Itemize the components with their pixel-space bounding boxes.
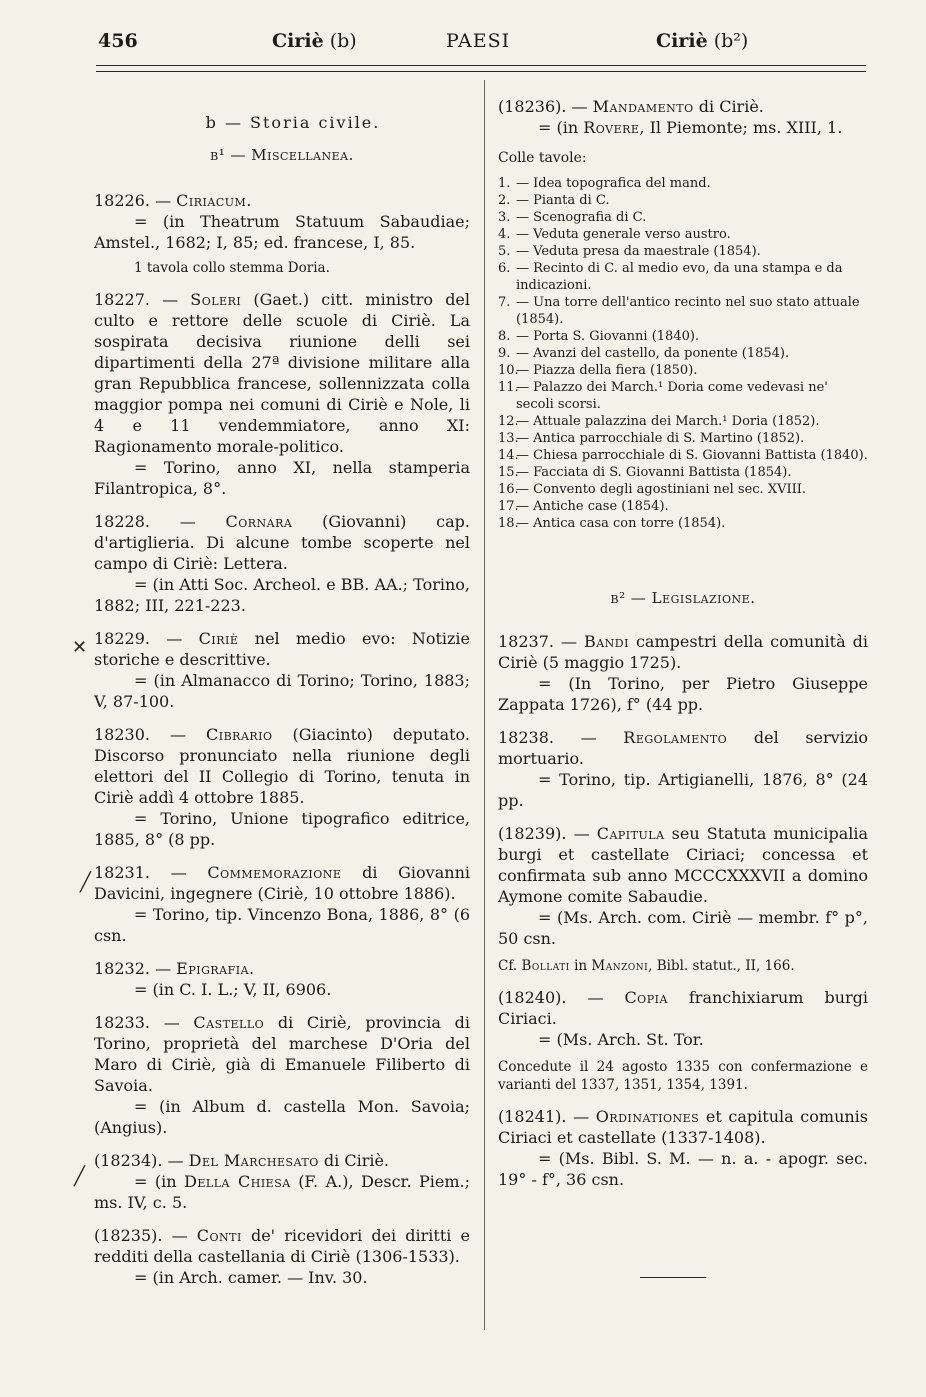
- plate-item: [498, 447, 868, 464]
- entry-18232: [94, 958, 470, 1000]
- entry-citation: = Torino, tip. Vincenzo Bona, 1886, 8° (6 csn.: [94, 905, 470, 945]
- entry-citation: = (Ms. Bibl. S. M. — n. a. - apogr. sec. 19° - f°, 36 csn.: [498, 1149, 868, 1189]
- entry-18240: [498, 987, 868, 1094]
- entry-note: Concedute il 24 agosto 1335 con confermazione e varianti del 1337, 1351, 1354, 1391.: [498, 1059, 868, 1093]
- entry-note: 1 tavola collo stemma Doria.: [134, 260, 330, 276]
- entry-number: (18235). —: [94, 1226, 188, 1245]
- entry-number: 18233. —: [94, 1013, 180, 1032]
- plate-number: 12.: [498, 414, 519, 429]
- plate-number: 17.: [498, 499, 519, 514]
- plate-title: — Scenografia di C.: [516, 210, 647, 225]
- end-rule: [640, 1277, 706, 1278]
- note-rest: , Bibl. statut., II, 166.: [648, 958, 795, 974]
- plate-title: — Idea topografica del mand.: [516, 176, 711, 191]
- plates-heading: Colle tavole:: [498, 150, 587, 166]
- entry-citation: = (Ms. Arch. com. Ciriè — membr. f° p°, 50 csn.: [498, 908, 868, 948]
- entry-number: (18241). —: [498, 1107, 590, 1126]
- citation-author: Rovere: [583, 118, 640, 137]
- running-header: [96, 30, 866, 64]
- citation-rest: , Il Piemonte; ms. XIII, 1.: [639, 118, 843, 137]
- entry-heading: Commemorazione: [207, 863, 342, 882]
- citation-prefix: = (in: [134, 1172, 177, 1191]
- plate-item: [498, 413, 868, 430]
- entry-number: 18232. —: [94, 959, 172, 978]
- right-title: Ciriè: [656, 30, 708, 52]
- note-prefix: Cf.: [498, 958, 518, 974]
- note-author: Bollati: [521, 958, 570, 974]
- margin-pencil-mark: ╱: [74, 1166, 85, 1187]
- right-running-title: [656, 30, 748, 52]
- header-rule-thin: [96, 71, 866, 72]
- margin-cross-mark: ✕: [72, 637, 88, 658]
- entry-heading: Soleri: [190, 290, 242, 309]
- entry-citation: = (in Album d. castella Mon. Savoia; (Angius).: [94, 1097, 470, 1137]
- entry-heading: Bandi: [583, 632, 629, 651]
- citation-rest: (F. A.), Descr. Piem.; ms. IV, c. 5.: [94, 1172, 471, 1212]
- entry-18227: [94, 289, 470, 499]
- entry-18241: [498, 1106, 868, 1190]
- center-running-title: PAESI: [446, 30, 511, 52]
- entry-heading: Copia: [624, 988, 668, 1007]
- entry-text: di Ciriè.: [323, 1151, 390, 1170]
- plate-item: [498, 345, 868, 362]
- entry-text: et capitula comunis Ciriaci et castellate (1337-1408).: [498, 1107, 869, 1147]
- entry-number: 18231. —: [94, 863, 187, 882]
- entry-heading: Mandamento: [592, 97, 694, 116]
- entry-heading: Capitula: [596, 824, 665, 843]
- plate-title: — Veduta generale verso austro.: [516, 227, 731, 242]
- plate-number: 15.: [498, 465, 519, 480]
- plate-title: — Convento degli agostiniani nel sec. XVIII.: [516, 482, 806, 497]
- entry-number: 18238. —: [498, 728, 597, 747]
- note-connector: in: [574, 958, 588, 974]
- entry-heading: Ciriè: [198, 629, 239, 648]
- entry-18226: [94, 190, 470, 277]
- entry-18229: [94, 628, 470, 712]
- plate-number: 16.: [498, 482, 519, 497]
- plate-number: 10.: [498, 363, 519, 378]
- subsection-title: b² — Legislazione.: [610, 589, 756, 607]
- entry-heading: Cornara: [225, 512, 293, 531]
- plate-number: 6.: [498, 261, 511, 276]
- plate-item: [498, 260, 868, 294]
- entry-text: di Giovanni Davicini, ingegnere (Ciriè, 10 ottobre 1886).: [94, 863, 470, 903]
- plate-title: — Antiche case (1854).: [516, 499, 669, 514]
- plate-title: — Una torre dell'antico recinto nel suo stato attuale (1854).: [516, 295, 860, 327]
- entry-text: de' ricevidori dei diritti e redditi della castellania di Ciriè (1306-1533).: [94, 1226, 470, 1266]
- subsection-title: b¹ — Miscellanea.: [210, 146, 354, 164]
- right-title-suffix: (b²): [713, 30, 749, 52]
- entry-18234: [94, 1150, 470, 1213]
- entry-text: (Gaet.) citt. ministro del culto e rettore delle scuole di Ciriè. La sospirata decisiva riunione delli sei dipartimenti della 27ª divisione militare alla gran Repubblica francese, sollennizzata colla maggior pompa nei comuni di Ciriè e Nole, li 4 e 11 vendemmiatore, anno XI: Ragionamento morale-politico.: [94, 290, 471, 456]
- entry-text: del servizio mortuario.: [498, 728, 868, 768]
- entry-text: di Ciriè, provincia di Torino, proprietà del marchese D'Oria del Maro di Ciriè, già di Emanuele Filiberto di Savoia.: [94, 1013, 470, 1095]
- entry-number: 18230. —: [94, 725, 186, 744]
- entry-heading: Epigrafia.: [176, 959, 255, 978]
- entry-citation: = (in Atti Soc. Archeol. e BB. AA.; Torino, 1882; III, 221-223.: [94, 575, 470, 615]
- citation-author: Della Chiesa: [184, 1172, 291, 1191]
- entry-citation: = Torino, anno XI, nella stamperia Filantropica, 8°.: [94, 458, 470, 498]
- entry-heading: Cibrario: [205, 725, 273, 744]
- plate-title: — Attuale palazzina dei March.¹ Doria (1852).: [516, 414, 820, 429]
- entry-citation: [498, 117, 868, 138]
- entry-text: di Ciriè.: [698, 97, 764, 116]
- plate-number: 5.: [498, 244, 511, 259]
- entry-number: 18237. —: [498, 632, 577, 651]
- plate-number: 8.: [498, 329, 511, 344]
- plate-title: — Antica casa con torre (1854).: [516, 516, 726, 531]
- entry-number: (18239). —: [498, 824, 590, 843]
- right-column: [498, 96, 868, 1190]
- note-author-2: Manzoni: [591, 958, 649, 974]
- entry-citation: = (in C. I. L.; V, II, 6906.: [134, 980, 332, 999]
- entry-citation: = (in Theatrum Statuum Sabaudiae; Amstel., 1682; I, 85; ed. francese, I, 85.: [94, 212, 470, 252]
- plate-item: [498, 192, 868, 209]
- entry-heading: Regolamento: [623, 728, 728, 747]
- entry-number: (18240). —: [498, 988, 604, 1007]
- plates-list: [498, 175, 868, 532]
- plate-item: [498, 209, 868, 226]
- entry-citation: = (in Almanacco di Torino; Torino, 1883; V, 87-100.: [94, 671, 470, 711]
- entry-heading: Castello: [193, 1013, 265, 1032]
- entry-heading: Ciriacum.: [176, 191, 252, 210]
- entry-heading: Del Marchesato: [188, 1151, 319, 1170]
- entry-heading: Ordinationes: [595, 1107, 700, 1126]
- entry-citation: [94, 1171, 470, 1213]
- plate-number: 1.: [498, 176, 511, 191]
- entry-18228: [94, 511, 470, 616]
- entry-number: 18227. —: [94, 290, 179, 309]
- entry-citation: = Torino, tip. Artigianelli, 1876, 8° (24 pp.: [498, 770, 868, 810]
- entry-citation: = (In Torino, per Pietro Giuseppe Zappata 1726), f° (44 pp.: [498, 674, 868, 714]
- entry-18231: [94, 862, 470, 946]
- section-title: b — Storia civile.: [205, 113, 381, 132]
- plate-item: [498, 379, 868, 413]
- plate-title: — Veduta presa da maestrale (1854).: [516, 244, 761, 259]
- entry-number: 18228. —: [94, 512, 196, 531]
- entry-18238: [498, 727, 868, 811]
- entry-citation: = (in Arch. camer. — Inv. 30.: [134, 1268, 368, 1287]
- plate-number: 13.: [498, 431, 519, 446]
- entry-18230: [94, 724, 470, 850]
- plate-item: [498, 481, 868, 498]
- header-rule: [96, 65, 866, 66]
- left-column: [94, 112, 470, 1288]
- entry-18235: [94, 1225, 470, 1288]
- plate-title: — Antica parrocchiale di S. Martino (1852).: [516, 431, 805, 446]
- plate-number: 18.: [498, 516, 519, 531]
- plate-number: 14.: [498, 448, 519, 463]
- plate-number: 4.: [498, 227, 511, 242]
- plate-title: — Chiesa parrocchiale di S. Giovanni Battista (1840).: [516, 448, 868, 463]
- plate-item: [498, 515, 868, 532]
- plate-title: — Facciata di S. Giovanni Battista (1854).: [516, 465, 792, 480]
- left-running-title: [272, 30, 357, 52]
- page-number: 456: [98, 30, 138, 52]
- plate-item: [498, 294, 868, 328]
- entry-note: [498, 957, 868, 975]
- plate-item: [498, 328, 868, 345]
- entry-heading: Conti: [196, 1226, 242, 1245]
- entry-number: (18234). —: [94, 1151, 184, 1170]
- plate-number: 9.: [498, 346, 511, 361]
- plate-title: — Porta S. Giovanni (1840).: [516, 329, 700, 344]
- entry-text: seu Statuta municipalia burgi et castellate Ciriaci; concessa et confirmata sub anno MCCCXXXVII a domino Aymone comite Sabaudie.: [498, 824, 869, 906]
- plate-item: [498, 464, 868, 481]
- plate-title: — Avanzi del castello, da ponente (1854).: [516, 346, 790, 361]
- entry-18233: [94, 1012, 470, 1138]
- plate-number: 11.: [498, 380, 519, 395]
- citation-prefix: = (in: [538, 118, 579, 137]
- entry-18237: [498, 631, 868, 715]
- entry-18236: [498, 96, 868, 138]
- entry-citation: = Torino, Unione tipografico editrice, 1885, 8° (8 pp.: [94, 809, 470, 849]
- plate-item: [498, 498, 868, 515]
- plate-item: [498, 226, 868, 243]
- left-title: Ciriè: [272, 30, 324, 52]
- plate-item: [498, 430, 868, 447]
- margin-pencil-mark: ╱: [80, 872, 91, 893]
- entry-citation: = (Ms. Arch. St. Tor.: [538, 1030, 704, 1049]
- entry-text: campestri della comunità di Ciriè (5 maggio 1725).: [498, 632, 868, 672]
- entry-number: 18226. —: [94, 191, 172, 210]
- plate-title: — Piazza della fiera (1850).: [516, 363, 698, 378]
- plate-number: 3.: [498, 210, 511, 225]
- left-title-suffix: (b): [329, 30, 357, 52]
- entry-text: franchixiarum burgi Ciriaci.: [498, 988, 869, 1028]
- entry-number: (18236). —: [498, 97, 588, 116]
- entry-text: nel medio evo: Notizie storiche e descrittive.: [94, 629, 471, 669]
- plate-item: [498, 362, 868, 379]
- entry-number: 18229. —: [94, 629, 183, 648]
- plate-item: [498, 243, 868, 260]
- entry-18239: [498, 823, 868, 975]
- column-divider: [484, 80, 485, 1330]
- plate-title: — Pianta di C.: [516, 193, 610, 208]
- entry-text: (Giacinto) deputato. Discorso pronunciato nella riunione degli elettori del II Collegio di Torino, tenuta in Ciriè addì 4 ottobre 1885.: [94, 725, 470, 807]
- entry-text: (Giovanni) cap. d'artiglieria. Di alcune tombe scoperte nel campo di Ciriè: Lettera.: [94, 512, 470, 573]
- plate-number: 7.: [498, 295, 511, 310]
- plate-title: — Palazzo dei March.¹ Doria come vedevasi ne' secoli scorsi.: [516, 380, 828, 412]
- plate-title: — Recinto di C. al medio evo, da una stampa e da indicazioni.: [516, 261, 843, 293]
- plate-number: 2.: [498, 193, 511, 208]
- plate-item: [498, 175, 868, 192]
